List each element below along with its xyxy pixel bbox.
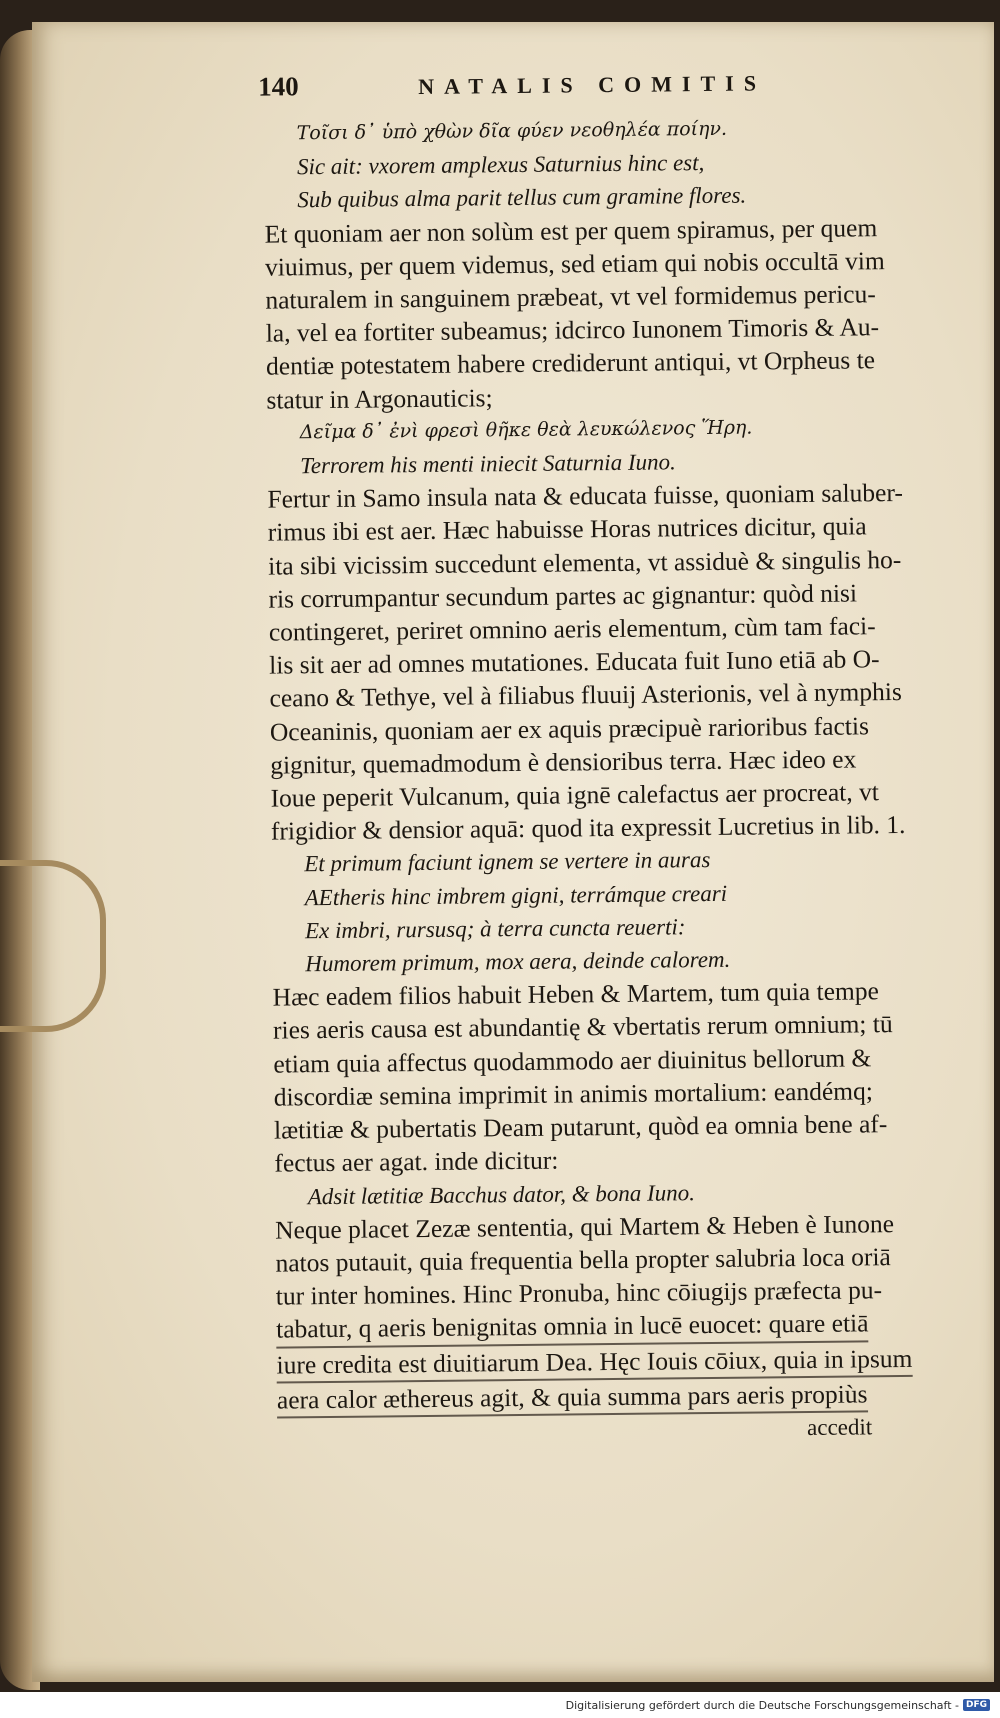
catchword: accedit	[806, 1414, 873, 1440]
credit-text: Digitalisierung gefördert durch die Deutsche Forschungsgemeinschaft -	[565, 1698, 959, 1712]
line-text: la, vel ea fortiter subeamus; idcirco Iunonem Timoris & Au-	[265, 312, 880, 348]
line-text: ries aeris causa est abundantię & vbertatis rerum omnium; tū	[272, 1009, 893, 1046]
bookmark-ribbon	[0, 860, 106, 1032]
line-text: Hæc eadem filios habuit Heben & Martem, tum quia tempe	[272, 976, 879, 1012]
line-text: lis sit aer ad omnes mutationes. Educata fuit Iuno etiā ab O-	[269, 644, 880, 680]
line-text: frigidior & densior aquā: quod ita expressit Lucretius in lib. 1.	[270, 810, 906, 846]
line-text: naturalem in sanguinem præbeat, vt vel formidemus pericu-	[265, 279, 876, 315]
digitization-credit	[562, 1696, 994, 1714]
line-text: iure credita est diuitiarum Dea. Hęc Iouis cōiux, quia in ipsum	[276, 1341, 912, 1383]
running-head	[258, 64, 958, 117]
line-text: Τοῖσι δ᾽ ὑπὸ χθὼν δῖα φύεν νεοθηλέα ποίην.	[296, 117, 728, 145]
line-text: Terrorem his menti iniecit Saturnia Iuno.	[299, 449, 676, 479]
dfg-logo: DFG	[963, 1699, 990, 1711]
line-text: Sic ait: vxorem amplexus Saturnius hinc est,	[296, 150, 705, 180]
line-text: gignitur, quemadmodum è densioribus terra. Hæc ideo ex	[270, 744, 857, 780]
line-text: ceano & Tethye, vel à filiabus fluuij Asterionis, vel à nymphis	[269, 677, 902, 714]
line-text: tur inter homines. Hinc Pronuba, hinc cōiugijs præfecta pu-	[275, 1275, 883, 1311]
line-text: AEtheris hinc imbrem gigni, terrámque creari	[304, 880, 728, 910]
text-block	[228, 64, 972, 1448]
line-text: Et primum faciunt ignem se vertere in auras	[304, 847, 711, 877]
line-text: Et quoniam aer non solùm est per quem spiramus, per quem	[264, 212, 878, 249]
line-text: Fertur in Samo insula nata & educata fuisse, quoniam saluber-	[267, 478, 904, 514]
line-text: Ioue peperit Vulcanum, quia ignē calefactus aer procreat, vt	[270, 777, 880, 813]
line-text: Δεῖμα δ᾽ ἐνὶ φρεσὶ θῆκε θεὰ λευκώλενος Ἥρη.	[299, 416, 753, 444]
line-text: Sub quibus alma parit tellus cum gramine flores.	[297, 182, 747, 213]
line-text: Humorem primum, mox aera, deinde calorem.	[305, 946, 731, 977]
line-text: etiam quia affectus quodammodo aer diuinitus bellorum &	[273, 1043, 872, 1079]
line-text: Ex imbri, rursusq; à terra cuncta reuerti:	[304, 914, 686, 944]
line-text: contingeret, periret omnino aeris elementum, cùm tam faci-	[268, 611, 876, 647]
running-title: NATALIS COMITIS	[418, 70, 767, 100]
line-text: viuimus, per quem videmus, sed etiam qui nobis occultā vim	[264, 245, 885, 282]
line-text: statur in Argonauticis;	[266, 382, 493, 415]
line-text: lætitiæ & pubertatis Deam putarunt, quòd ea omnia bene af-	[273, 1109, 888, 1145]
line-text: rimus ibi est aer. Hæc habuisse Horas nutrices dicitur, quia	[267, 511, 867, 548]
line-text: fectus aer agat. inde dicitur:	[274, 1145, 559, 1178]
line-text: tabatur, q aeris benignitas omnia in lucē euocet: quare etiā	[276, 1307, 869, 1348]
line-text: ita sibi vicissim succedunt elementa, vt assiduè & singulis ho-	[268, 544, 902, 581]
line-text: natos putauit, quia frequentia bella propter salubria loca oriā	[275, 1242, 891, 1278]
line-text: discordiæ semina imprimit in animis mortalium: eandémq;	[273, 1076, 874, 1112]
line-text: Neque placet Zezæ sententia, qui Martem & Heben è Iunone	[274, 1208, 895, 1245]
line-text: aera calor æthereus agit, & quia summa pars aeris propiùs	[277, 1377, 868, 1418]
line-text: Oceaninis, quoniam aer ex aquis præcipuè rarioribus factis	[269, 710, 870, 747]
line-text: Adsit lætitiæ Bacchus dator, & bona Iuno.	[307, 1179, 696, 1209]
line-text: ris corrumpantur secundum partes ac gignantur: quòd nisi	[268, 578, 858, 614]
prose-line	[276, 1341, 971, 1383]
line-text: dentiæ potestatem habere crediderunt antiqui, vt Orpheus te	[265, 345, 876, 382]
text-lines	[228, 110, 972, 1418]
page-number: 140	[257, 71, 299, 102]
